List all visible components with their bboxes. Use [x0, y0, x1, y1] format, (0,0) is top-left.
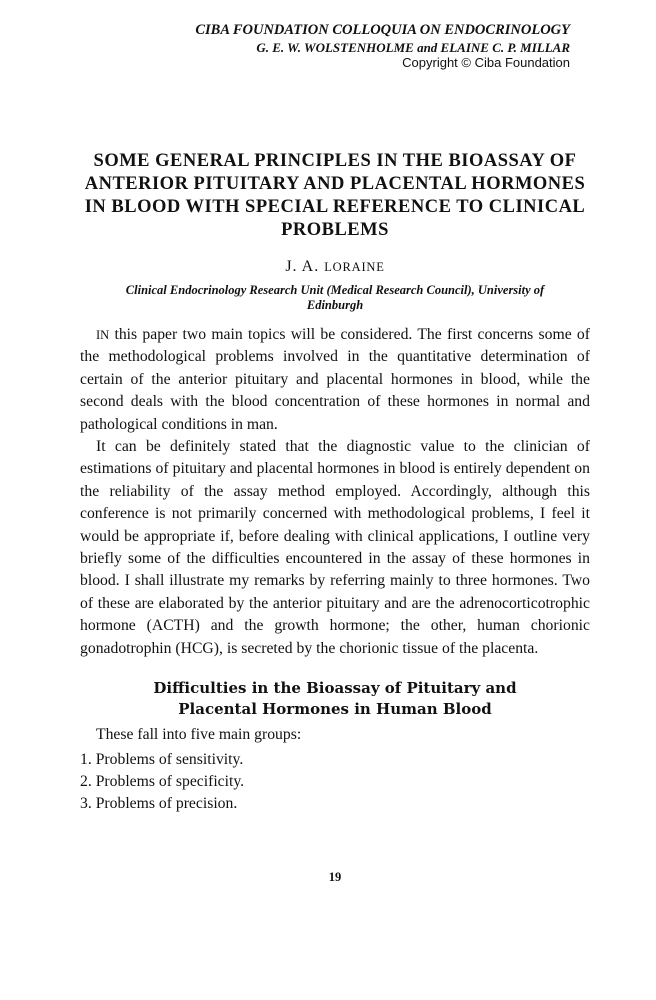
author-name	[80, 258, 590, 276]
paragraph-1-text: this paper two main topics will be considered. The first concerns some of the methodological problems involved in the quantitative determination of certain of the anterior pituitary and placental hormones in blood, while the second deals with the blood concentration of these hormones in normal and pathological conditions in man.	[80, 326, 590, 433]
paragraph-1	[80, 324, 590, 436]
section-heading	[80, 678, 590, 720]
article-title: SOME GENERAL PRINCIPLES IN THE BIOASSAY OF ANTERIOR PITUITARY AND PLACENTAL HORMONES IN BLOOD WITH SPECIAL REFERENCE TO CLINICAL PROBLEMS	[84, 151, 586, 240]
paragraph-1-initial: IN	[96, 328, 110, 342]
paragraph-2: It can be definitely stated that the diagnostic value to the clinician of estimations of pituitary and placental hormones in blood is entirely dependent on the reliability of the assay method employed. Accordingly, although this conference is not primarily concerned with methodological problems, I feel it would be appropriate if, before dealing with clinical applications, I outline very briefly some of the difficulties encountered in the assay of these hormones in blood. I shall illustrate my remarks by referring mainly to three hormones. Two of these are elaborated by the anterior pituitary and are the adrenocorticotrophic hormone (ACTH) and the growth hormone; the other, human chorionic gonadotrophin (HCG), is secreted by the chorionic tissue of the placenta.	[80, 438, 590, 657]
list-item: 3. Problems of precision.	[80, 795, 238, 813]
running-header	[195, 22, 570, 70]
groups-list	[80, 749, 590, 816]
section-heading-line-2: Placental Hormones in Human Blood	[178, 700, 492, 719]
author-initials: J. A.	[285, 258, 325, 275]
list-item: 1. Problems of sensitivity.	[80, 750, 244, 768]
list-item: 2. Problems of specificity.	[80, 772, 245, 790]
article-body	[80, 324, 590, 816]
author-affiliation: Clinical Endocrinology Research Unit (Medical Research Council), University of Edinburgh	[125, 283, 545, 312]
editors-line: G. E. W. WOLSTENHOLME and ELAINE C. P. MILLAR	[256, 40, 570, 55]
groups-intro: These fall into five main groups:	[96, 726, 302, 744]
author-surname: LORAINE	[324, 260, 385, 274]
series-title: CIBA FOUNDATION COLLOQUIA ON ENDOCRINOLOGY	[195, 22, 570, 38]
copyright-notice: Copyright © Ciba Foundation	[402, 55, 570, 70]
section-heading-line-1: Difficulties in the Bioassay of Pituitary and	[153, 679, 517, 698]
page-number: 19	[328, 870, 342, 884]
